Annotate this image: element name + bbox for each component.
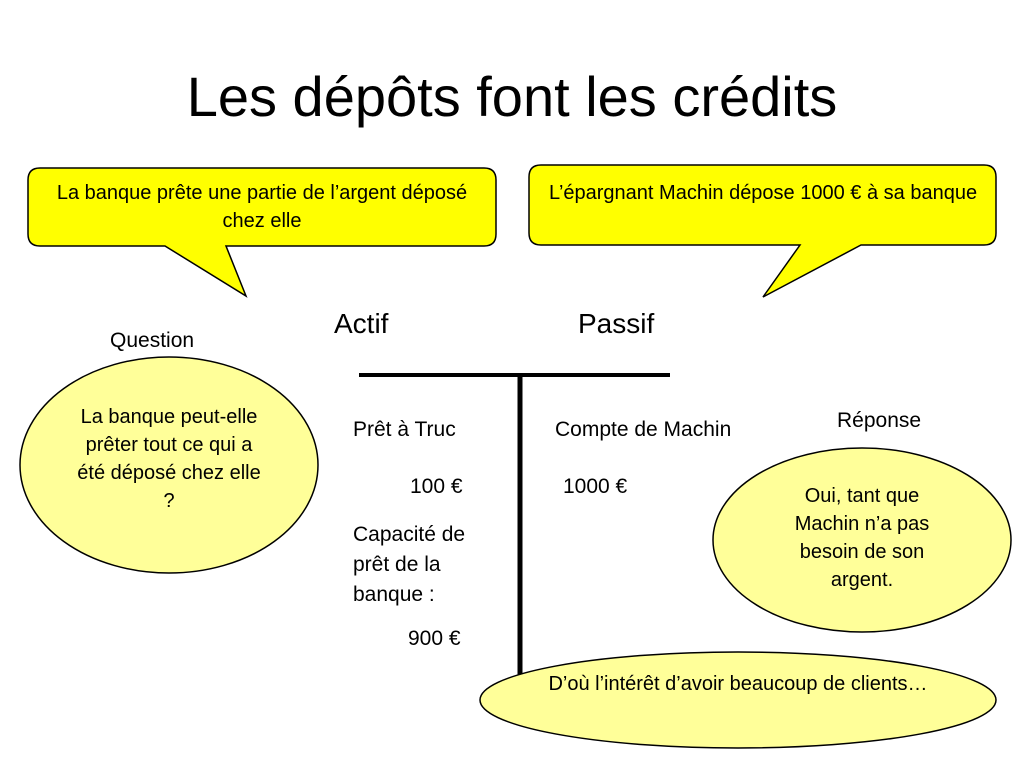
question-label: Question — [110, 329, 195, 352]
passif-heading: Passif — [578, 308, 655, 339]
passif-amount: 1000 € — [563, 475, 628, 498]
slide-title: Les dépôts font les crédits — [186, 65, 838, 128]
actif-amount: 100 € — [410, 475, 463, 498]
left-callout-text: La banque prête une partie de l’argent déposé chez elle — [56, 182, 468, 232]
passif-item: Compte de Machin — [555, 418, 732, 441]
capacity-label: Capacité de prêt de la banque : — [353, 523, 466, 606]
answer-text: Oui, tant que Machin n’a pas besoin de son argent. — [794, 485, 930, 591]
actif-heading: Actif — [334, 308, 389, 339]
conclusion-ellipse — [480, 652, 996, 748]
capacity-amount: 900 € — [408, 627, 461, 650]
question-text: La banque peut-elle prêter tout ce qui a été déposé chez elle ? — [77, 406, 261, 512]
answer-label: Réponse — [837, 409, 922, 432]
actif-item: Prêt à Truc — [353, 418, 456, 441]
conclusion-text: D’où l’intérêt d’avoir beaucoup de clients… — [548, 673, 928, 695]
right-callout-text: L’épargnant Machin dépose 1000 € à sa banque — [548, 182, 978, 204]
